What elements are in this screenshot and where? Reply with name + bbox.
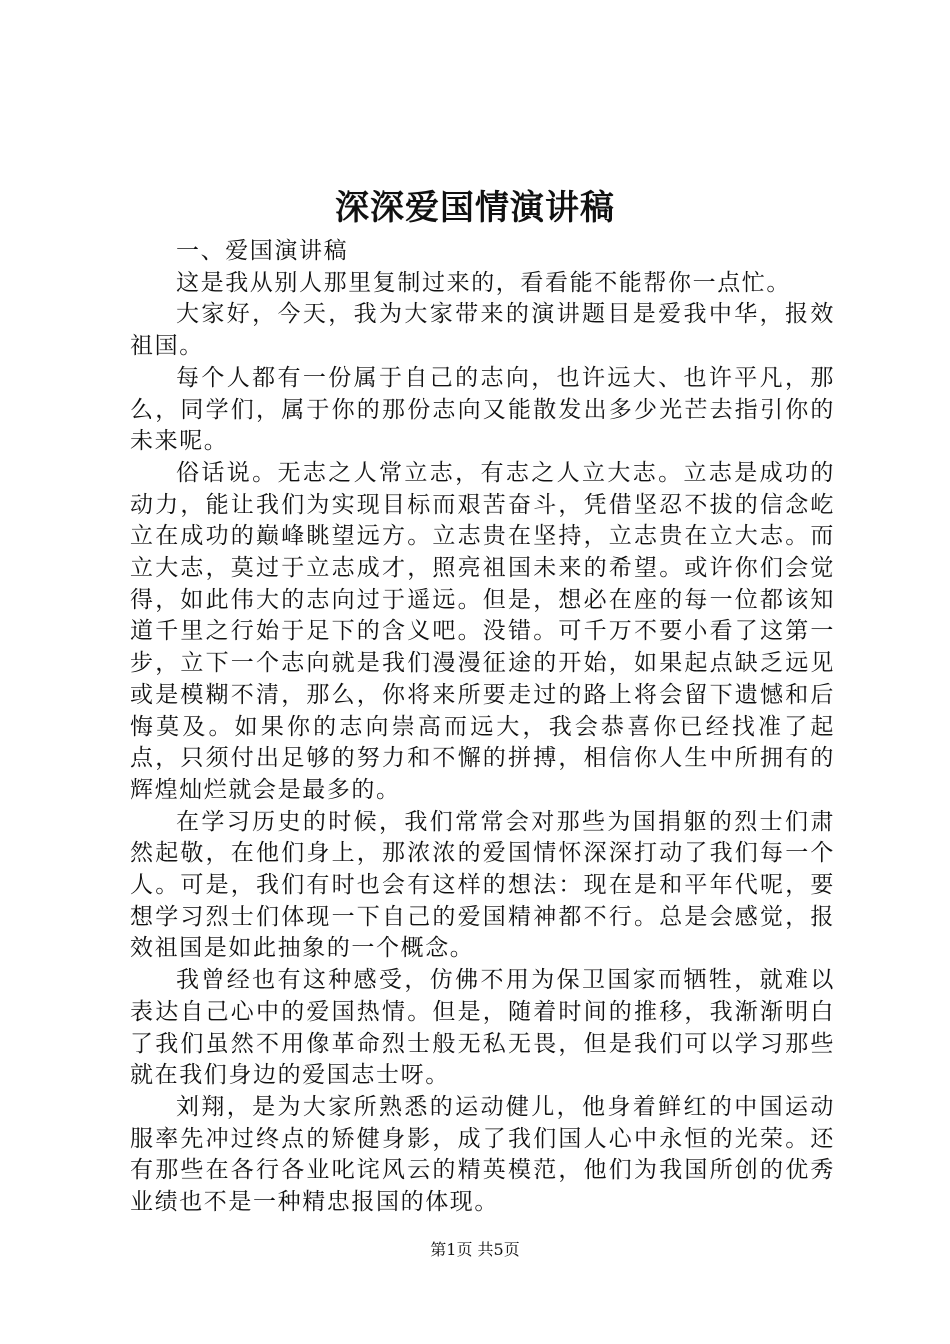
- paragraph-ambition: 每个人都有一份属于自己的志向，也许远大、也许平凡，那么，同学们，属于你的那份志向又能散发出多少光芒去指引你的未来呢。: [130, 364, 835, 455]
- page-number-footer: 第1页 共5页: [430, 1240, 520, 1259]
- paragraph-note: 这是我从别人那里复制过来的，看看能不能帮你一点忙。: [176, 269, 791, 296]
- paragraph-liu-xiang: 刘翔，是为大家所熟悉的运动健儿，他身着鲜红的中国运动服率先冲过终点的矫健身影，成了我们国人心中永恒的光荣。还有那些在各行各业叱诧风云的精英模范，他们为我国所创的优秀业绩也不是一种精忠报国的体现。: [130, 1093, 835, 1216]
- paragraph-greeting: 大家好，今天，我为大家带来的演讲题目是爱我中华，报效祖国。: [130, 301, 835, 360]
- paragraph-proverb: 俗话说。无志之人常立志，有志之人立大志。立志是成功的动力，能让我们为实现目标而艰苦奋斗，凭借坚忍不拔的信念屹立在成功的巅峰眺望远方。立志贵在坚持，立志贵在立大志。而立大志，莫过于立志成才，照亮祖国未来的希望。或许你们会觉得，如此伟大的志向过于遥远。但是，想必在座的每一位都该知道千里之行始于足下的含义吧。没错。可千万不要小看了这第一步，立下一个志向就是我们漫漫征途的开始，如果起点缺乏远见或是模糊不清，那么，你将来所要走过的路上将会留下遗憾和后悔莫及。如果你的志向崇高而远大，我会恭喜你已经找准了起点，只须付出足够的努力和不懈的拼搏，相信你人生中所拥有的辉煌灿烂就会是最多的。: [130, 459, 835, 803]
- document-body: [130, 236, 835, 1219]
- document-title: 深深爱国情演讲稿: [335, 188, 615, 228]
- paragraph-history: 在学习历史的时候，我们常常会对那些为国捐躯的烈士们肃然起敬，在他们身上，那浓浓的爱国情怀深深打动了我们每一个人。可是，我们有时也会有这样的想法：现在是和平年代呢，要想学习烈士们体现一下自己的爱国精神都不行。总是会感觉，报效祖国是如此抽象的一个概念。: [130, 808, 835, 962]
- paragraph-section-heading: 一、爱国演讲稿: [176, 238, 349, 264]
- paragraph-feeling: 我曾经也有这种感受，仿佛不用为保卫国家而牺牲，就难以表达自己心中的爱国热情。但是，随着时间的推移，我渐渐明白了我们虽然不用像革命烈士般无私无畏，但是我们可以学习那些就在我们身边的爱国志士呀。: [130, 967, 835, 1089]
